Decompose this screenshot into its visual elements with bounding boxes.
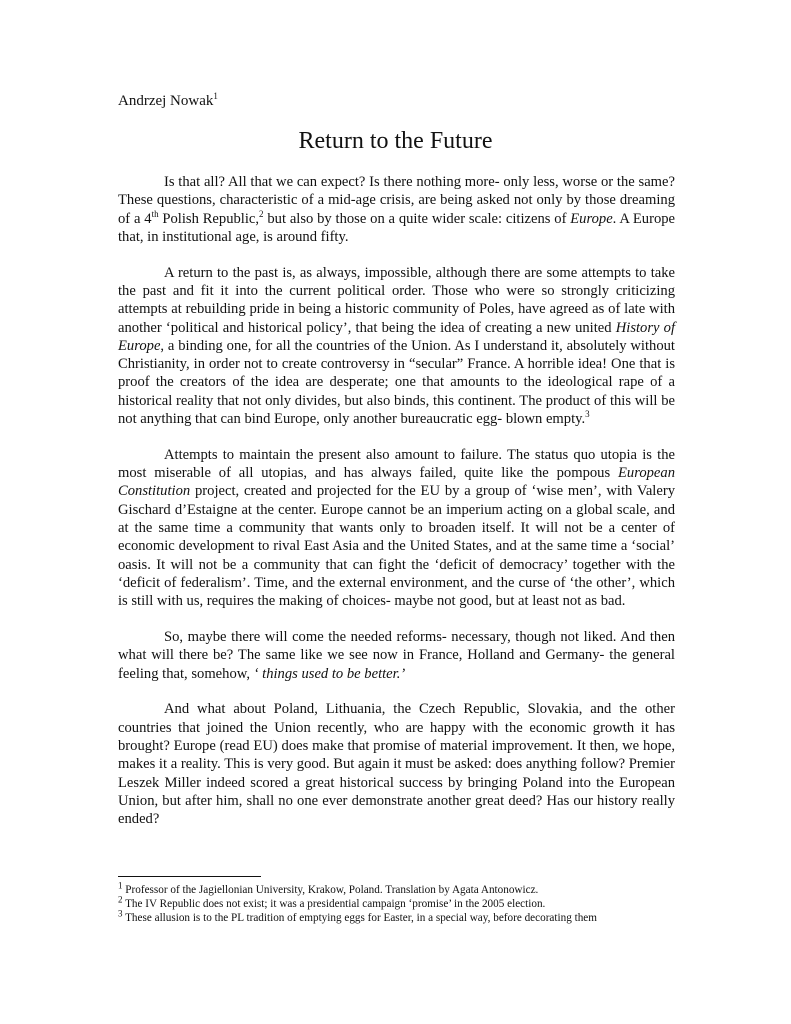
paragraph-text: A return to the past is, as always, impossible, although there are some attempts to take the past and fit it into the current political order. Those who were so strongly criticizing attempts at rebuilding pride in being a historic community of Poles, have agreed as of late with another ‘political and historical policy’, that being the idea of creating a new united	[118, 264, 675, 336]
paragraph-2	[118, 264, 675, 429]
paragraph-text: So, maybe there will come the needed reforms- necessary, though not liked. And then what will there be? The same like we see now in France, Holland and Germany- the general feeling that, somehow,	[118, 629, 675, 682]
paragraph-text: . A Europe that, in institutional age, is around fifty.	[118, 210, 676, 245]
paragraph-text: Is that all? All that we can expect? Is there nothing more- only less, worse or the same? These questions, characteristic of a mid-age crisis, are being asked not only by those dreaming of a 4	[118, 174, 675, 227]
footnotes	[118, 880, 678, 925]
paragraph-4	[118, 628, 675, 683]
footnote-text: These allusion is to the PL tradition of emptying eggs for Easter, in a special way, before decorating them	[122, 912, 597, 924]
footnote-ref-1[interactable]: 1	[213, 91, 218, 101]
footnote-number: 3	[118, 908, 123, 919]
paragraph-text: Attempts to maintain the present also amount to failure. The status quo utopia is the most miserable of all utopias, and has always failed, quite like the pompous	[118, 446, 675, 482]
footnote-number: 2	[118, 894, 123, 905]
paragraph-text: Polish Republic,	[158, 210, 260, 227]
paragraph-text: And what about Poland, Lithuania, the Czech Republic, Slovakia, and the other countries that joined the Union recently, who are happy with the economic growth it has brought? Europe (read EU) does make that promise of material improvement. It then, we hope, makes it a reality. This is very good. But again it must be asked: does anything follow? Premier Leszek Miller indeed scored a great historical success by bringing Poland into the European Union, but after him, shall no one ever demonstrate another great deed? Has our history really ended?	[118, 701, 675, 828]
footnote-text: The IV Republic does not exist; it was a presidential campaign ‘promise’ in the 2005 election.	[122, 898, 546, 910]
emphasis-text: ‘ things used to be better.’	[253, 665, 406, 682]
paragraph-text: , a binding one, for all the countries of the Union. As I understand it, absolutely without Christianity, in order not to create controversy in “secular” France. A horrible idea! One that is proof the creators of the idea are desperate; one that amounts to the ideological rape of a historical reality that not only divides, but also binds, this continent. The product of this will be not anything that can bind Europe, only another bureaucratic egg- blown empty.	[118, 337, 675, 428]
page-title: Return to the Future	[298, 128, 493, 154]
footnote-ref-3[interactable]: 3	[585, 409, 590, 420]
emphasis-text: European Constitution	[118, 465, 675, 500]
footnote-separator	[118, 876, 261, 877]
paragraph-1	[118, 173, 675, 246]
footnote-text: Professor of the Jagiellonian University, Krakow, Poland. Translation by Agata Antonowicz.	[122, 884, 539, 896]
emphasis-text: History of Europe	[118, 319, 675, 354]
footnote-3	[118, 908, 678, 925]
author-name: Andrzej Nowak	[118, 93, 214, 109]
emphasis-text: Europe	[570, 210, 613, 227]
paragraph-text: but also by those on a quite wider scale: citizens of	[263, 210, 571, 227]
footnote-number: 1	[118, 880, 123, 891]
footnote-1	[118, 880, 678, 897]
footnote-ref-2[interactable]: 2	[259, 208, 264, 219]
ordinal-suffix: th	[151, 208, 159, 219]
paragraph-5	[118, 700, 675, 828]
paragraph-text: project, created and projected for the EU by a group of ‘wise men’, with Valery Gischard d’Estaigne at the center. Europe cannot be an imperium acting on a global scale, and at the same time a community that wants only to broaden itself. It will not be a center of economic development to rival East Asia and the United States, and at the same time a ‘social’ oasis. It will not be a community that can fight the ‘deficit of democracy’ together with the ‘deficit of federalism’. Time, and the external environment, and the curse of ‘the other’, which is still with us, requires the making of choices- maybe not good, but at least not as bad.	[118, 483, 675, 610]
paragraph-3	[118, 446, 675, 611]
article-body	[118, 173, 675, 846]
footnote-2	[118, 894, 678, 911]
author-line	[118, 93, 218, 110]
